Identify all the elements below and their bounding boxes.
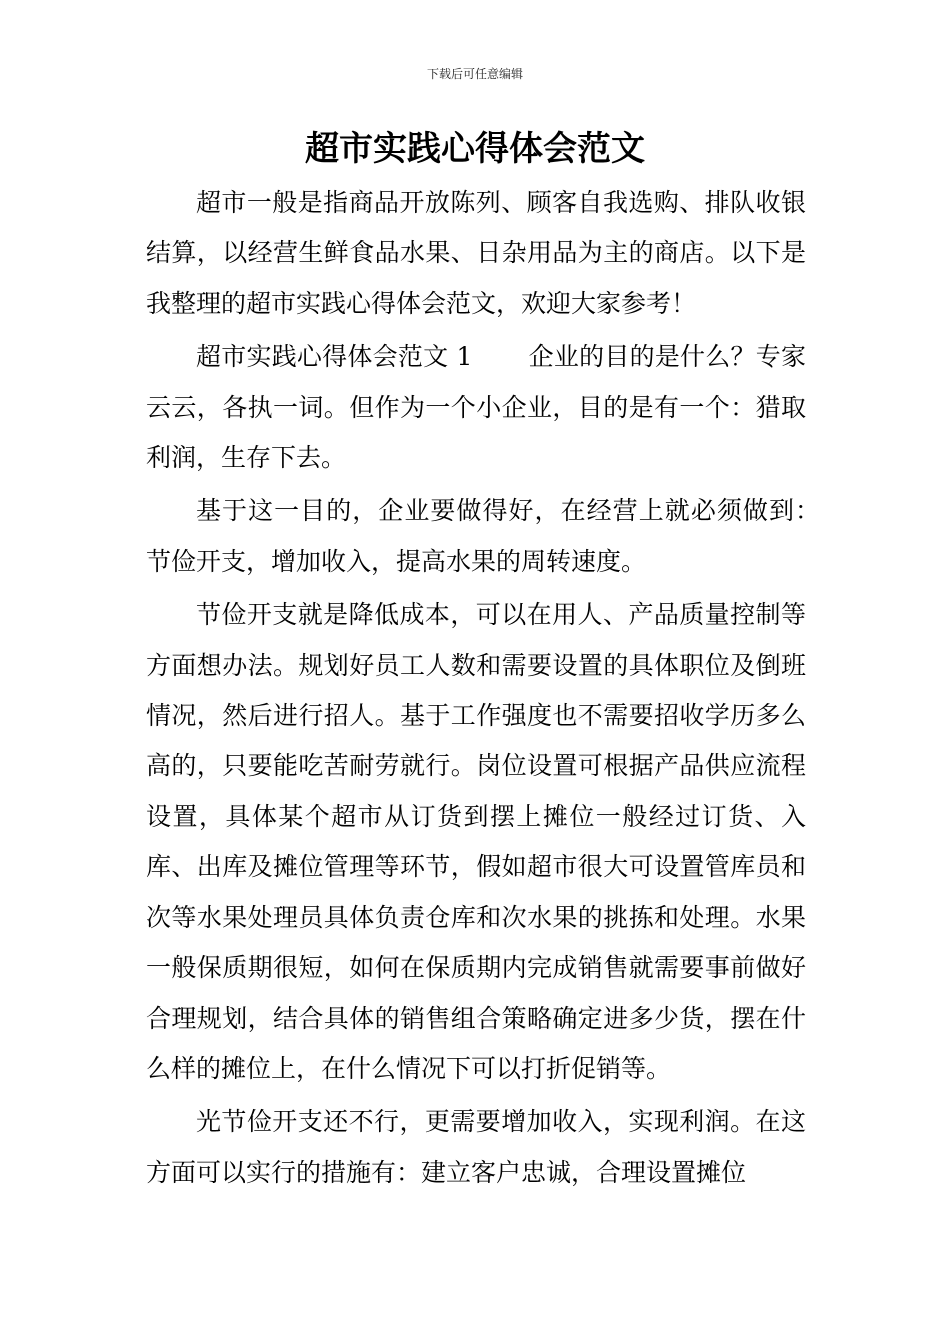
paragraph-section-1 [146,332,806,483]
section-text: 企业的目的是什么？专家云云，各执一词。但作为一个小企业，目的是有一个：猎取利润，生存下去。 [146,342,806,473]
section-heading: 超市实践心得体会范文 1 [196,342,473,372]
document-body [146,178,820,1198]
paragraph-goal: 基于这一目的，企业要做得好，在经营上就必须做到：节俭开支，增加收入，提高水果的周转速度。 [146,496,820,576]
document-title: 超市实践心得体会范文 [305,129,645,169]
header-note: 下载后可任意编辑 [426,67,523,81]
paragraph-intro: 超市一般是指商品开放陈列、顾客自我选购、排队收银结算，以经营生鲜食品水果、日杂用品为主的商店。以下是我整理的超市实践心得体会范文，欢迎大家参考！ [146,188,806,318]
paragraph-cost-saving: 节俭开支就是降低成本，可以在用人、产品质量控制等方面想办法。规划好员工人数和需要设置的具体职位及倒班情况，然后进行招人。基于工作强度也不需要招收学历多么高的，只要能吃苦耐劳就行。岗位设置可根据产品供应流程设置，具体某个超市从订货到摆上摊位一般经过订货、入库、出库及摊位管理等环节，假如超市很大可设置管库员和次等水果处理员具体负责仓库和次水果的挑拣和处理。水果一般保质期很短，如何在保质期内完成销售就需要事前做好合理规划，结合具体的销售组合策略确定进多少货，摆在什么样的摊位上，在什么情况下可以打折促销等。 [146,600,806,1083]
paragraph-income: 光节俭开支还不行，更需要增加收入，实现利润。在这方面可以实行的措施有：建立客户忠诚，合理设置摊位 [146,1107,806,1187]
